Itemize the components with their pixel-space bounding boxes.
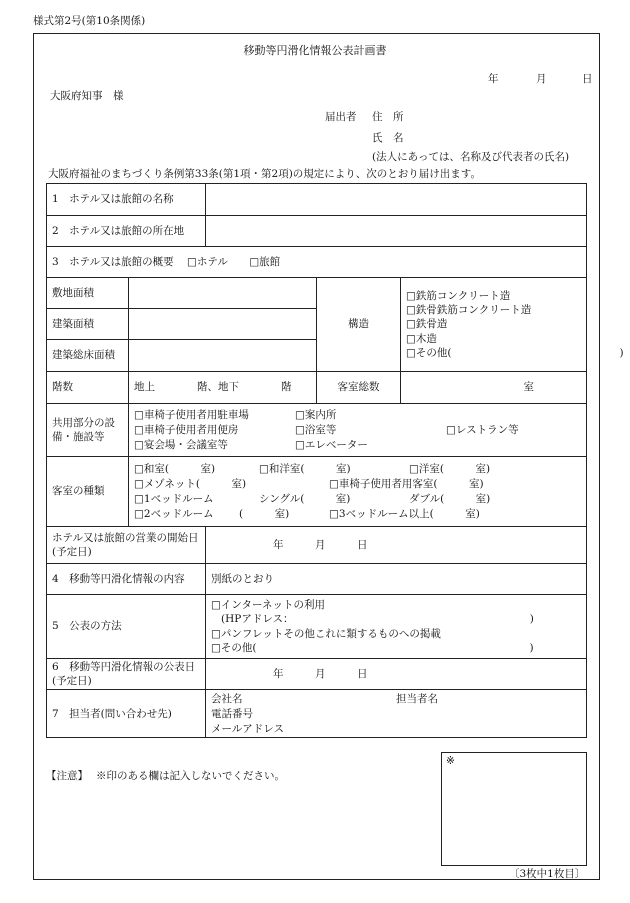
row3-label: 3 ホテル又は旅館の概要 [52,255,174,268]
row4-value: 別紙のとおり [206,564,587,595]
common-info-desk[interactable]: □案内所 [295,408,337,421]
page-indicator: 〔3枚中1枚目〕 [509,868,586,880]
row5-label: 5 公表の方法 [47,595,206,659]
row6-value[interactable] [206,659,587,690]
common-bath[interactable]: □浴室等 [295,423,337,436]
room-types-label: 客室の種類 [47,457,129,527]
rooms-total-label: 客室総数 [317,372,401,404]
publish-internet[interactable]: □インターネットの利用 [211,599,325,612]
applicant-address-label: 住 所 [372,111,404,123]
room-maisonette[interactable]: □メゾネット( 室) [134,477,247,490]
statement: 大阪府福祉のまちづくり条例第33条(第1項・第2項)の規定により、次のとおり届け出ます。 [48,168,481,180]
room-types-options [129,457,587,527]
total-floor-area-label: 建築総床面積 [47,340,129,372]
room-japanese-western[interactable]: □和洋室( 室) [259,462,351,475]
contact-phone[interactable]: 電話番号 [211,707,253,720]
room-2bed[interactable]: □2ベッドルーム [134,507,214,520]
rooms-total-unit: 室 [523,381,534,394]
common-options [129,404,587,457]
opening-date-value[interactable] [206,527,587,564]
building-area-label: 建築面積 [47,309,129,340]
form-title: 移動等円滑化情報公表計画書 [243,44,387,57]
form-table-bottom [46,526,587,738]
option-hotel[interactable]: □ホテル [187,255,228,268]
structure-steel[interactable]: □鉄骨造 [406,318,448,331]
common-restaurant[interactable]: □レストラン等 [446,423,519,436]
notice-label: 【注意】 [46,770,88,782]
row6-date-text: 年 月 日 [273,668,368,681]
date-day: 日 [582,73,593,85]
form-table-rooms [46,403,587,527]
publish-hp-address[interactable]: (HPアドレス： ) [221,613,534,626]
room-japanese[interactable]: □和室( 室) [134,462,216,475]
common-parking[interactable]: □車椅子使用者用駐車場 [134,408,249,421]
room-single: シングル( 室) [259,492,351,505]
form-table-building [46,277,624,404]
room-2bed-count: ( 室) [239,507,290,520]
row5-options [206,595,587,659]
floors-value[interactable]: 地上 階、地下 階 [129,372,317,404]
rooms-total-value[interactable] [401,372,587,404]
structure-src[interactable]: □鉄骨鉄筋コンクリート造 [406,304,532,317]
contact-email[interactable]: メールアドレス [211,722,284,735]
row2-value[interactable] [206,216,587,247]
row2-label: 2 ホテル又は旅館の所在地 [47,216,206,247]
row7-label: 7 担当者(問い合わせ先) [47,690,206,738]
row1-label: 1 ホテル又は旅館の名称 [47,184,206,216]
contact-person[interactable]: 担当者名 [396,692,438,705]
contact-company[interactable]: 会社名 [211,692,243,705]
structure-options [401,278,624,372]
row6-label: 6 移動等円滑化情報の公表日(予定日) [47,659,206,690]
option-ryokan[interactable]: □旅館 [249,255,281,268]
total-floor-area-value[interactable] [129,340,317,372]
room-western[interactable]: □洋室( 室) [409,462,491,475]
row4-label: 4 移動等円滑化情報の内容 [47,564,206,595]
floors-label: 階数 [47,372,129,404]
publish-other[interactable]: □その他( ) [211,641,534,654]
room-1bed[interactable]: □1ベッドルーム [134,492,214,505]
row1-value[interactable] [206,184,587,216]
building-area-value[interactable] [129,309,317,340]
date-year: 年 [488,73,499,85]
site-area-value[interactable] [129,278,317,309]
row7-contact [206,690,587,738]
common-banquet[interactable]: □宴会場・会議室等 [134,438,228,451]
office-use-mark: ※ [446,755,455,767]
notice-text: ※印のある欄は記入しないでください。 [96,770,285,782]
applicant-note: (法人にあっては、名称及び代表者の氏名) [372,151,570,163]
form-table-top [46,183,587,278]
structure-wood[interactable]: □木造 [406,332,437,345]
site-area-label: 敷地面積 [47,278,129,309]
room-double: ダブル( 室) [409,492,491,505]
opening-date-text: 年 月 日 [273,538,368,551]
opening-date-label: ホテル又は旅館の営業の開始日(予定日) [47,527,206,564]
office-use-box [441,752,587,866]
common-elevator[interactable]: □エレベーター [295,438,368,451]
publish-pamphlet[interactable]: □パンフレットその他これに類するものへの掲載 [211,627,441,640]
form-number: 様式第2号(第10条関係) [33,15,146,27]
common-toilet[interactable]: □車椅子使用者用便房 [134,423,239,436]
structure-rc[interactable]: □鉄筋コンクリート造 [406,290,511,303]
room-3bed[interactable]: □3ベッドルーム以上( 室) [329,507,480,520]
room-wheelchair[interactable]: □車椅子使用者用客室( 室) [329,477,484,490]
date-month: 月 [536,73,547,85]
row3-cell [47,247,587,278]
common-label: 共用部分の設備・施設等 [47,404,129,457]
applicant-name-label: 氏 名 [372,132,404,144]
structure-label: 構造 [317,278,401,372]
applicant-label: 届出者 [325,111,357,123]
structure-other[interactable]: □その他( ) [406,346,624,359]
addressee: 大阪府知事 様 [50,90,124,102]
